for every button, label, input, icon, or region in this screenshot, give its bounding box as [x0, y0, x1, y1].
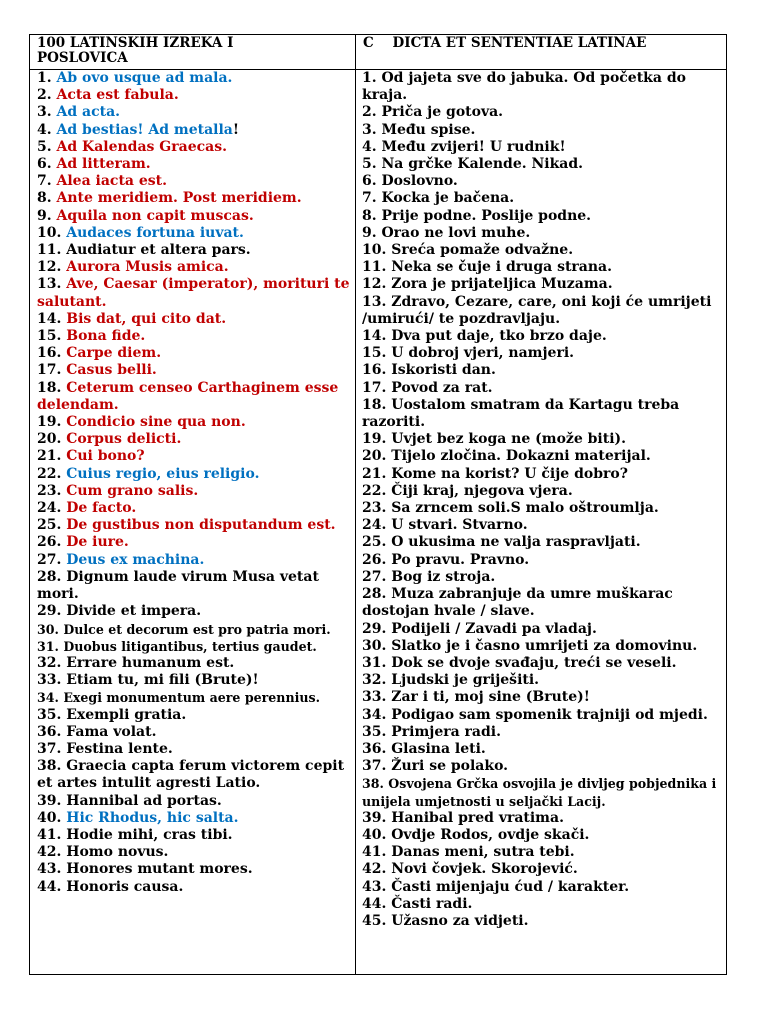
- translation-item: 5. Na grčke Kalende. Nikad.: [362, 156, 584, 173]
- item-number: 44.: [37, 878, 62, 895]
- latin-proverb-item: [37, 276, 353, 310]
- latin-proverbs-column: [37, 70, 353, 896]
- latin-proverb-item: [37, 758, 353, 792]
- latin-text: Hic Rhodus, hic salta.: [66, 809, 239, 826]
- column-divider: [355, 35, 356, 974]
- translation-item: 41. Danas meni, sutra tebi.: [362, 844, 575, 861]
- item-number: 26.: [37, 534, 62, 551]
- translation-item: 36. Glasina leti.: [362, 740, 486, 757]
- translation-item: 8. Prije podne. Poslije podne.: [362, 207, 592, 224]
- item-number: 43.: [37, 861, 62, 878]
- latin-text: Festina lente.: [66, 740, 173, 757]
- item-number: 4.: [37, 121, 52, 138]
- latin-proverb-item: [37, 552, 353, 569]
- translation-item: 23. Sa zrncem soli.S malo oštroumlja.: [362, 500, 659, 517]
- latin-proverb-item: [37, 844, 353, 861]
- latin-text: Honoris causa.: [66, 878, 184, 895]
- latin-proverb-item: [37, 569, 353, 603]
- item-number: 10.: [37, 224, 62, 241]
- latin-text: Divide et impera.: [66, 603, 202, 620]
- item-number: 19.: [37, 414, 62, 431]
- latin-proverb-item: [37, 466, 353, 483]
- latin-text: Exempli gratia.: [66, 706, 187, 723]
- translation-item: 10. Sreća pomaže odvažne.: [362, 242, 574, 259]
- item-number: 2.: [37, 87, 52, 104]
- latin-text: Casus belli.: [66, 362, 157, 379]
- item-number: 13.: [37, 276, 62, 293]
- latin-text: Ante meridiem. Post meridiem.: [56, 190, 302, 207]
- translation-item: 27. Bog iz stroja.: [362, 568, 496, 585]
- latin-text: Cum grano salis.: [66, 482, 199, 499]
- latin-proverb-item: [37, 793, 353, 810]
- item-number: 7.: [37, 173, 52, 190]
- latin-proverb-item: [37, 104, 353, 121]
- latin-proverb-item: [37, 87, 353, 104]
- latin-text: Carpe diem.: [66, 345, 162, 362]
- latin-proverb-item: [37, 190, 353, 207]
- translation-item: 28. Muza zabranjuje da umre muškarac dostojan hvale / slave.: [362, 586, 673, 620]
- latin-proverb-item: [37, 655, 353, 672]
- latin-proverb-item: [37, 259, 353, 276]
- item-number: 29.: [37, 603, 62, 620]
- latin-text: Bis dat, qui cito dat.: [66, 310, 227, 327]
- translation-item: 6. Doslovno.: [362, 173, 458, 190]
- latin-proverb-item: [37, 534, 353, 551]
- latin-proverb-item: [37, 500, 353, 517]
- latin-proverb-item: [37, 517, 353, 534]
- translation-item: 2. Priča je gotova.: [362, 104, 504, 121]
- latin-text: Fama volat.: [66, 723, 157, 740]
- latin-proverb-item: [37, 672, 353, 689]
- latin-text: Cuius regio, eius religio.: [66, 465, 260, 482]
- latin-text: Duobus litigantibus, tertius gaudet.: [63, 638, 317, 654]
- latin-text: Acta est fabula.: [56, 87, 179, 104]
- latin-text: Ad litteram.: [56, 156, 151, 173]
- item-number: 8.: [37, 190, 52, 207]
- latin-proverb-item: [37, 810, 353, 827]
- latin-proverb-item: [37, 311, 353, 328]
- item-number: 5.: [37, 138, 52, 155]
- translation-item: 44. Časti radi.: [362, 895, 473, 912]
- item-number: 42.: [37, 844, 62, 861]
- latin-proverb-item: [37, 638, 353, 655]
- latin-text: Honores mutant mores.: [66, 861, 253, 878]
- item-number: 1.: [37, 70, 52, 86]
- latin-proverb-item: [37, 879, 353, 896]
- latin-proverb-item: [37, 208, 353, 225]
- translation-item: 22. Čiji kraj, njegova vjera.: [362, 482, 573, 499]
- item-number: 23.: [37, 482, 62, 499]
- latin-proverb-item: [37, 827, 353, 844]
- latin-text: Aquila non capit muscas.: [56, 207, 254, 224]
- translation-item: 34. Podigao sam spomenik trajniji od mjedi.: [362, 706, 708, 723]
- translation-item: 14. Dva put daje, tko brzo daje.: [362, 328, 607, 345]
- latin-proverb-item: [37, 689, 353, 706]
- latin-text: Exegi monumentum aere perennius.: [63, 690, 321, 706]
- latin-text: Alea iacta est.: [56, 173, 167, 190]
- item-number: 36.: [37, 723, 62, 740]
- latin-proverb-item: [37, 448, 353, 465]
- translation-item: 13. Zdravo, Cezare, care, oni koji će umrijeti /umirući/ te pozdravljaju.: [362, 293, 712, 327]
- translation-item: 20. Tijelo zločina. Dokazni materijal.: [362, 448, 651, 465]
- translation-item: 45. Užasno za vidjeti.: [362, 912, 529, 929]
- latin-proverb-item: [37, 328, 353, 345]
- translation-item: 9. Orao ne lovi muhe.: [362, 224, 531, 241]
- translation-item: 35. Primjera radi.: [362, 723, 501, 740]
- latin-proverb-item: [37, 431, 353, 448]
- item-number: 38.: [37, 758, 62, 775]
- translation-item: 12. Zora je prijateljica Muzama.: [362, 276, 613, 293]
- latin-proverb-item: [37, 156, 353, 173]
- item-number: 34.: [37, 690, 59, 706]
- translation-item: 25. O ukusima ne valja raspravljati.: [362, 534, 641, 551]
- latin-text: Graecia capta ferum victorem cepit et artes intulit agresti Latio.: [37, 758, 349, 792]
- latin-text: Ave, Caesar (imperator), morituri te salutant.: [37, 276, 355, 310]
- item-number: 39.: [37, 792, 62, 809]
- translation-item: 15. U dobroj vjeri, namjeri.: [362, 345, 575, 362]
- latin-text: Etiam tu, mi fili (Brute)!: [66, 672, 259, 689]
- translation-item: 29. Podijeli / Zavadi pa vladaj.: [362, 620, 597, 637]
- latin-text: Dignum laude virum Musa vetat mori.: [37, 568, 324, 603]
- item-number: 20.: [37, 431, 62, 448]
- translation-item: 4. Među zvijeri! U rudnik!: [362, 138, 566, 155]
- item-number: 41.: [37, 826, 62, 843]
- latin-proverb-item: [37, 707, 353, 724]
- latin-text: Ad Kalendas Graecas.: [56, 138, 227, 155]
- item-number: 11.: [37, 242, 62, 259]
- item-number: 24.: [37, 500, 62, 517]
- item-number: 6.: [37, 156, 52, 173]
- latin-text: Deus ex machina.: [66, 551, 205, 568]
- latin-proverb-item: [37, 861, 353, 878]
- translation-item: 19. Uvjet bez koga ne (može biti).: [362, 431, 627, 448]
- item-number: 25.: [37, 517, 62, 534]
- item-number: 21.: [37, 448, 62, 465]
- latin-suffix: !: [232, 121, 240, 138]
- translation-item: 21. Kome na korist? U čije dobro?: [362, 465, 628, 482]
- latin-proverb-item: [37, 139, 353, 156]
- translation-item: 1. Od jajeta sve do jabuka. Od početka do kraja.: [362, 70, 686, 104]
- latin-text: Audiatur et altera pars.: [66, 242, 251, 259]
- latin-text: Aurora Musis amica.: [66, 259, 229, 276]
- latin-text: Audaces fortuna iuvat.: [66, 224, 244, 241]
- translation-item: 31. Dok se dvoje svađaju, treći se veseli.: [362, 654, 677, 671]
- latin-text: Dulce et decorum est pro patria mori.: [63, 621, 331, 637]
- proverbs-table: [29, 34, 727, 975]
- latin-proverb-item: [37, 70, 353, 87]
- item-number: 35.: [37, 706, 62, 723]
- translation-item: 16. Iskoristi dan.: [362, 362, 496, 379]
- latin-proverb-item: [37, 242, 353, 259]
- translation-item: 3. Među spise.: [362, 121, 476, 138]
- item-number: 37.: [37, 740, 62, 757]
- item-number: 15.: [37, 328, 62, 345]
- item-number: 33.: [37, 672, 62, 689]
- translation-item: 38. Osvojena Grčka osvojila je divljeg pobjednika i unijela umjetnosti u seljački Lacij.: [362, 776, 717, 809]
- translation-item: 7. Kocka je bačena.: [362, 190, 515, 207]
- translation-item: 42. Novi čovjek. Skorojević.: [362, 861, 578, 878]
- translation-item: 40. Ovdje Rodos, ovdje skači.: [362, 826, 590, 843]
- item-number: 16.: [37, 345, 62, 362]
- item-number: 31.: [37, 638, 59, 654]
- translation-item: 26. Po pravu. Pravno.: [362, 551, 530, 568]
- latin-proverb-item: [37, 362, 353, 379]
- item-number: 9.: [37, 207, 52, 224]
- translation-item: 43. Časti mijenjaju ćud / karakter.: [362, 878, 630, 895]
- latin-text: De gustibus non disputandum est.: [66, 517, 336, 534]
- latin-text: Errare humanum est.: [66, 654, 235, 671]
- translation-item: 32. Ljudski je griješiti.: [362, 672, 540, 689]
- translation-item: 18. Uostalom smatram da Kartagu treba razoriti.: [362, 396, 680, 431]
- right-column-header: C DICTA ET SENTENTIAE LATINAE: [363, 35, 647, 51]
- latin-proverb-item: [37, 414, 353, 431]
- translation-item: 11. Neka se čuje i druga strana.: [362, 259, 612, 276]
- item-number: 3.: [37, 104, 52, 121]
- latin-proverb-item: [37, 345, 353, 362]
- latin-proverb-item: [37, 380, 353, 414]
- item-number: 14.: [37, 310, 62, 327]
- latin-text: De facto.: [66, 500, 137, 517]
- item-number: 30.: [37, 621, 59, 637]
- latin-proverb-item: [37, 483, 353, 500]
- latin-proverb-item: [37, 603, 353, 620]
- latin-text: Cui bono?: [66, 448, 145, 465]
- latin-text: Corpus delicti.: [66, 431, 182, 448]
- item-number: 27.: [37, 551, 62, 568]
- latin-text: Hodie mihi, cras tibi.: [66, 826, 233, 843]
- latin-proverb-item: [37, 122, 353, 139]
- translation-item: 33. Zar i ti, moj sine (Brute)!: [362, 689, 590, 706]
- latin-text: Condicio sine qua non.: [66, 414, 246, 431]
- latin-proverb-item: [37, 621, 353, 638]
- item-number: 17.: [37, 362, 62, 379]
- translation-item: 24. U stvari. Stvarno.: [362, 517, 528, 534]
- left-column-header: 100 LATINSKIH IZREKA I POSLOVICA: [37, 35, 234, 66]
- translations-column: [362, 70, 724, 930]
- latin-proverb-item: [37, 724, 353, 741]
- latin-text: De iure.: [66, 534, 129, 551]
- latin-text: Bona fide.: [66, 328, 146, 345]
- item-number: 12.: [37, 259, 62, 276]
- translation-item: 30. Slatko je i časno umrijeti za domovinu.: [362, 637, 698, 654]
- item-number: 28.: [37, 568, 62, 585]
- translation-item: 17. Povod za rat.: [362, 379, 493, 396]
- latin-text: Ad bestias! Ad metalla: [56, 121, 233, 138]
- item-number: 18.: [37, 379, 62, 396]
- translation-item: 37. Žuri se polako.: [362, 758, 509, 775]
- latin-text: Ab ovo usque ad mala.: [56, 70, 233, 86]
- item-number: 40.: [37, 809, 62, 826]
- latin-text: Ad acta.: [56, 104, 121, 121]
- latin-text: Ceterum censeo Carthaginem esse delendam.: [37, 379, 339, 413]
- latin-proverb-item: [37, 741, 353, 758]
- item-number: 32.: [37, 654, 62, 671]
- latin-text: Homo novus.: [66, 844, 169, 861]
- translation-item: 39. Hanibal pred vratima.: [362, 809, 564, 826]
- latin-text: Hannibal ad portas.: [66, 792, 222, 809]
- latin-proverb-item: [37, 173, 353, 190]
- item-number: 22.: [37, 465, 62, 482]
- latin-proverb-item: [37, 225, 353, 242]
